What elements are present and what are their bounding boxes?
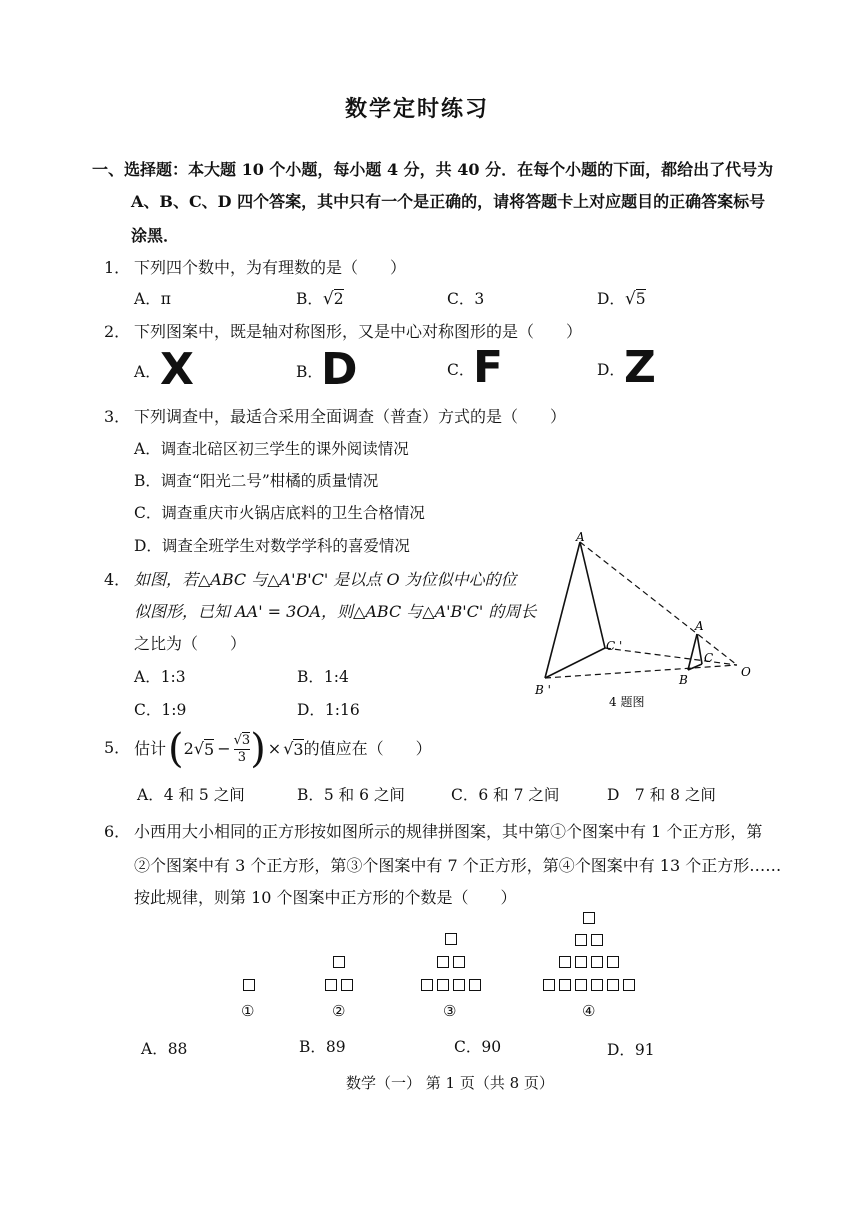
- q3-option-a: A．调查北碚区初三学生的课外阅读情况: [134, 440, 409, 458]
- big-triangle-ab: [545, 542, 580, 678]
- q2-figure-d: D: [321, 344, 358, 395]
- q1-number: 1．: [104, 258, 131, 277]
- square: [325, 979, 337, 991]
- q2-number: 2．: [104, 322, 131, 341]
- square: [421, 979, 433, 991]
- page-footer: 数学（一） 第 1 页（共 8 页）: [346, 1074, 554, 1092]
- ray-a-o: [580, 542, 737, 665]
- label-c-prime: C ': [606, 639, 623, 653]
- square: [575, 979, 587, 991]
- q6-option-a: A．88: [141, 1040, 188, 1058]
- section-instruction-line2: A、B、C、D 四个答案，其中只有一个是正确的，请将答题卡上对应题目的正确答案标号: [131, 192, 766, 211]
- square: [469, 979, 481, 991]
- q5-option-c: C．6 和 7 之间: [451, 786, 560, 804]
- q6-line1: 小西用大小相同的正方形按如图所示的规律拼图案，其中第①个图案中有 1 个正方形，第: [134, 822, 763, 841]
- big-triangle-bc: [545, 648, 605, 678]
- figure-caption: 4 题图: [609, 695, 645, 709]
- square: [453, 956, 465, 968]
- small-triangle-ab: [688, 634, 697, 670]
- q1-option-b: B．√2: [296, 289, 344, 309]
- q1-option-c: C．3: [447, 290, 485, 308]
- square: [453, 979, 465, 991]
- q3-option-d: D．调查全班学生对数学学科的喜爱情况: [134, 537, 410, 555]
- pattern-3-label: ③: [443, 1002, 457, 1020]
- q6-line2: ②个图案中有 3 个正方形，第③个图案中有 7 个正方形，第④个图案中有 13 个正方形……: [134, 856, 782, 875]
- square: [333, 956, 345, 968]
- section-instruction-line3: 涂黑．: [131, 226, 180, 245]
- square: [623, 979, 635, 991]
- section-instruction-line1: 一、选择题：本大题 10 个小题，每小题 4 分，共 40 分．在每个小题的下面，都给出了代号为: [92, 160, 774, 179]
- pattern-4-label: ④: [582, 1002, 596, 1020]
- square: [243, 979, 255, 991]
- square: [575, 956, 587, 968]
- q2-option-d: D．: [597, 361, 625, 379]
- q5-number: 5．: [104, 738, 131, 757]
- q6-number: 6．: [104, 822, 131, 841]
- label-b-prime: B ': [535, 683, 551, 697]
- q5-option-b: B．5 和 6 之间: [297, 786, 405, 804]
- q3-number: 3．: [104, 407, 131, 426]
- label-b: B: [679, 673, 688, 687]
- page-title: 数学定时练习: [345, 96, 490, 122]
- square: [591, 934, 603, 946]
- q6-line3: 按此规律，则第 10 个图案中正方形的个数是（ ）: [134, 888, 517, 907]
- square: [559, 956, 571, 968]
- square: [575, 934, 587, 946]
- q4-number: 4．: [104, 570, 131, 589]
- q4-line1: 如图，若△ABC 与△A'B'C' 是以点 O 为位似中心的位: [134, 570, 517, 589]
- q4-option-a: A．1:3: [134, 668, 186, 686]
- q2-option-c: C．: [447, 361, 475, 379]
- square: [591, 979, 603, 991]
- q6-option-d: D．91: [607, 1041, 655, 1059]
- square: [591, 956, 603, 968]
- pattern-1-label: ①: [241, 1002, 255, 1020]
- q3-option-c: C．调查重庆市火锅店底料的卫生合格情况: [134, 504, 425, 522]
- square: [437, 956, 449, 968]
- label-c: C: [704, 651, 714, 665]
- q5-pre: 估计: [134, 739, 167, 758]
- ray-c-o: [605, 648, 737, 665]
- big-triangle-ac: [580, 542, 605, 648]
- q2-figure-z: Z: [624, 342, 656, 393]
- q4-option-b: B．1:4: [297, 668, 349, 686]
- q1-option-d: D．√5: [597, 289, 646, 309]
- square: [437, 979, 449, 991]
- q4-option-c: C．1:9: [134, 701, 187, 719]
- q4-line3: 之比为（ ）: [134, 634, 247, 653]
- label-a: A: [695, 619, 704, 633]
- q2-figure-x: X: [160, 344, 194, 395]
- q4-option-d: D．1:16: [297, 701, 360, 719]
- q1-option-a: A．π: [134, 290, 171, 308]
- q1-stem: 下列四个数中，为有理数的是（ ）: [134, 258, 407, 277]
- pattern-2-label: ②: [332, 1002, 346, 1020]
- q4-homothety-figure: [525, 530, 765, 715]
- q5-option-a: A．4 和 5 之间: [137, 786, 245, 804]
- ray-b-o: [545, 665, 737, 678]
- q5-option-d: D 7 和 8 之间: [607, 786, 716, 804]
- label-o: O: [741, 665, 751, 679]
- q5-expression: 估计 ( 2 √ 5 − $\frac{√3}{3}$ ) × √ 3 的值应在（ ）: [134, 726, 432, 772]
- square: [607, 956, 619, 968]
- square: [559, 979, 571, 991]
- q6-option-b: B．89: [299, 1038, 346, 1056]
- square: [607, 979, 619, 991]
- q3-stem: 下列调查中，最适合采用全面调查（普查）方式的是（ ）: [134, 407, 567, 426]
- square: [543, 979, 555, 991]
- q3-option-b: B．调查“阳光二号”柑橘的质量情况: [134, 472, 379, 490]
- q4-line2: 似图形，已知 AA' = 3OA，则△ABC 与△A'B'C' 的周长: [134, 602, 537, 621]
- square: [583, 912, 595, 924]
- q2-option-b: B．: [296, 363, 323, 381]
- q2-figure-f: F: [473, 342, 504, 393]
- square: [445, 933, 457, 945]
- q2-stem: 下列图案中，既是轴对称图形，又是中心对称图形的是（ ）: [134, 322, 583, 341]
- square: [341, 979, 353, 991]
- q2-option-a: A．: [134, 363, 161, 381]
- label-a-prime: A: [576, 530, 585, 544]
- q6-option-c: C．90: [454, 1038, 502, 1056]
